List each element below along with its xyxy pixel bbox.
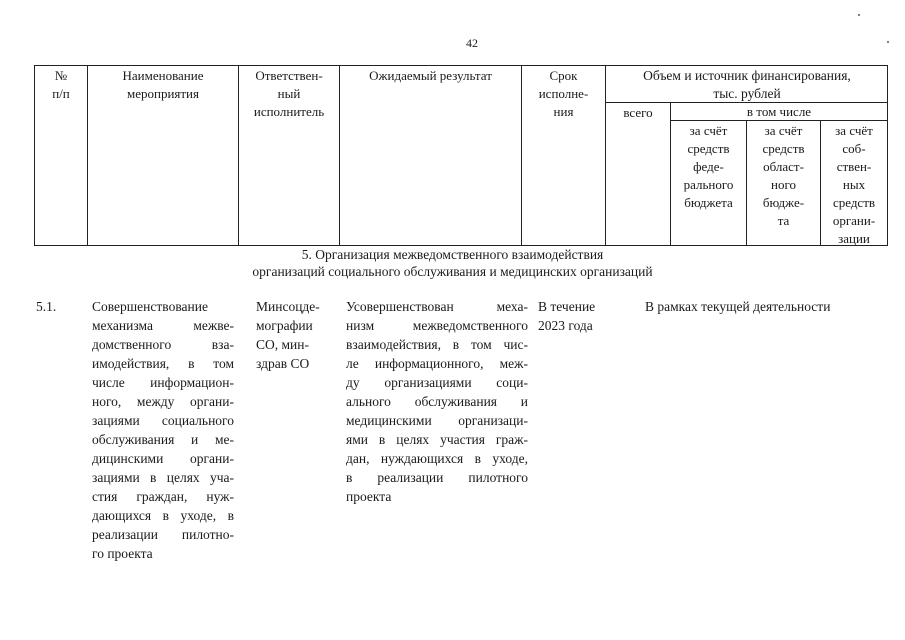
- text-line: стия граждан, нуж-: [92, 489, 234, 504]
- text-line: здрав СО: [256, 356, 310, 371]
- text-line: СО, мин-: [256, 337, 309, 352]
- header-term: Срок исполне- ния: [538, 68, 589, 119]
- text-line: ду организациями соци-: [346, 375, 528, 390]
- text-line: в реализации пилотного: [346, 470, 528, 485]
- section-title-line1: 5. Организация межведомственного взаимодействия: [301, 247, 604, 262]
- text-line: медицинскими организаци-: [346, 413, 528, 428]
- text-line: Минсоцде-: [256, 299, 320, 314]
- text-line: Совершенствование: [92, 299, 208, 314]
- text-line: проекта: [346, 489, 392, 504]
- row-term: [538, 297, 618, 335]
- header-responsible: Ответствен- ный исполнитель: [253, 68, 325, 119]
- header-regional: за счёт средств област- ного бюдже- та: [762, 123, 805, 228]
- scan-speck: [858, 14, 860, 16]
- header-own: за счёт соб- ствен- ных средств органи- зации: [832, 123, 876, 246]
- text-line: ле информационного, меж-: [346, 356, 528, 371]
- text-line: ями в целях участия граж-: [346, 432, 528, 447]
- header-total: всего: [623, 105, 653, 120]
- text-line: Усовершенствован меха-: [346, 299, 528, 314]
- text-line: обслуживания и ме-: [92, 432, 234, 447]
- text-line: дицинскими органи-: [92, 451, 234, 466]
- text-line: низм межведомственного: [346, 318, 528, 333]
- header-result: Ожидаемый результат: [369, 68, 492, 83]
- table-header: [34, 65, 888, 246]
- text-line: мографии: [256, 318, 313, 333]
- text-line: ного, между органи-: [92, 394, 234, 409]
- header-number: № п/п: [52, 68, 70, 101]
- header-name: Наименование мероприятия: [122, 68, 204, 101]
- section-title-line2: организаций социального обслуживания и медицинских организаций: [252, 264, 653, 279]
- row-number: [36, 297, 76, 316]
- text-line: ального обслуживания и: [346, 394, 528, 409]
- row-responsible: [256, 297, 334, 373]
- row-name: [92, 297, 234, 563]
- header-federal: за счёт средств феде- рального бюджета: [683, 123, 734, 210]
- scan-speck: [887, 41, 889, 43]
- row-funding: [645, 297, 885, 316]
- header-funding: Объем и источник финансирования, тыс. рублей: [643, 68, 851, 101]
- text-line: числе информацион-: [92, 375, 234, 390]
- header-including: в том числе: [746, 104, 812, 119]
- text-line: дающихся в уходе, в: [92, 508, 234, 523]
- text-line: имодействия, в том: [92, 356, 234, 371]
- page-number: 42: [466, 36, 478, 50]
- text-line: реализации пилотно-: [92, 527, 234, 542]
- text-line: 2023 года: [538, 318, 593, 333]
- text-line: механизма межве-: [92, 318, 234, 333]
- text-line: го проекта: [92, 546, 153, 561]
- row-result: [346, 297, 528, 506]
- funding-text: В рамках текущей деятельности: [645, 299, 831, 314]
- text-line: дан, нуждающихся в уходе,: [346, 451, 528, 466]
- text-line: зациями в целях уча-: [92, 470, 234, 485]
- text-line: домственного вза-: [92, 337, 234, 352]
- text-line: взаимодействия, в том чис-: [346, 337, 528, 352]
- text-line: В течение: [538, 299, 596, 314]
- row-number-text: 5.1.: [36, 299, 57, 314]
- text-line: зациями социального: [92, 413, 234, 428]
